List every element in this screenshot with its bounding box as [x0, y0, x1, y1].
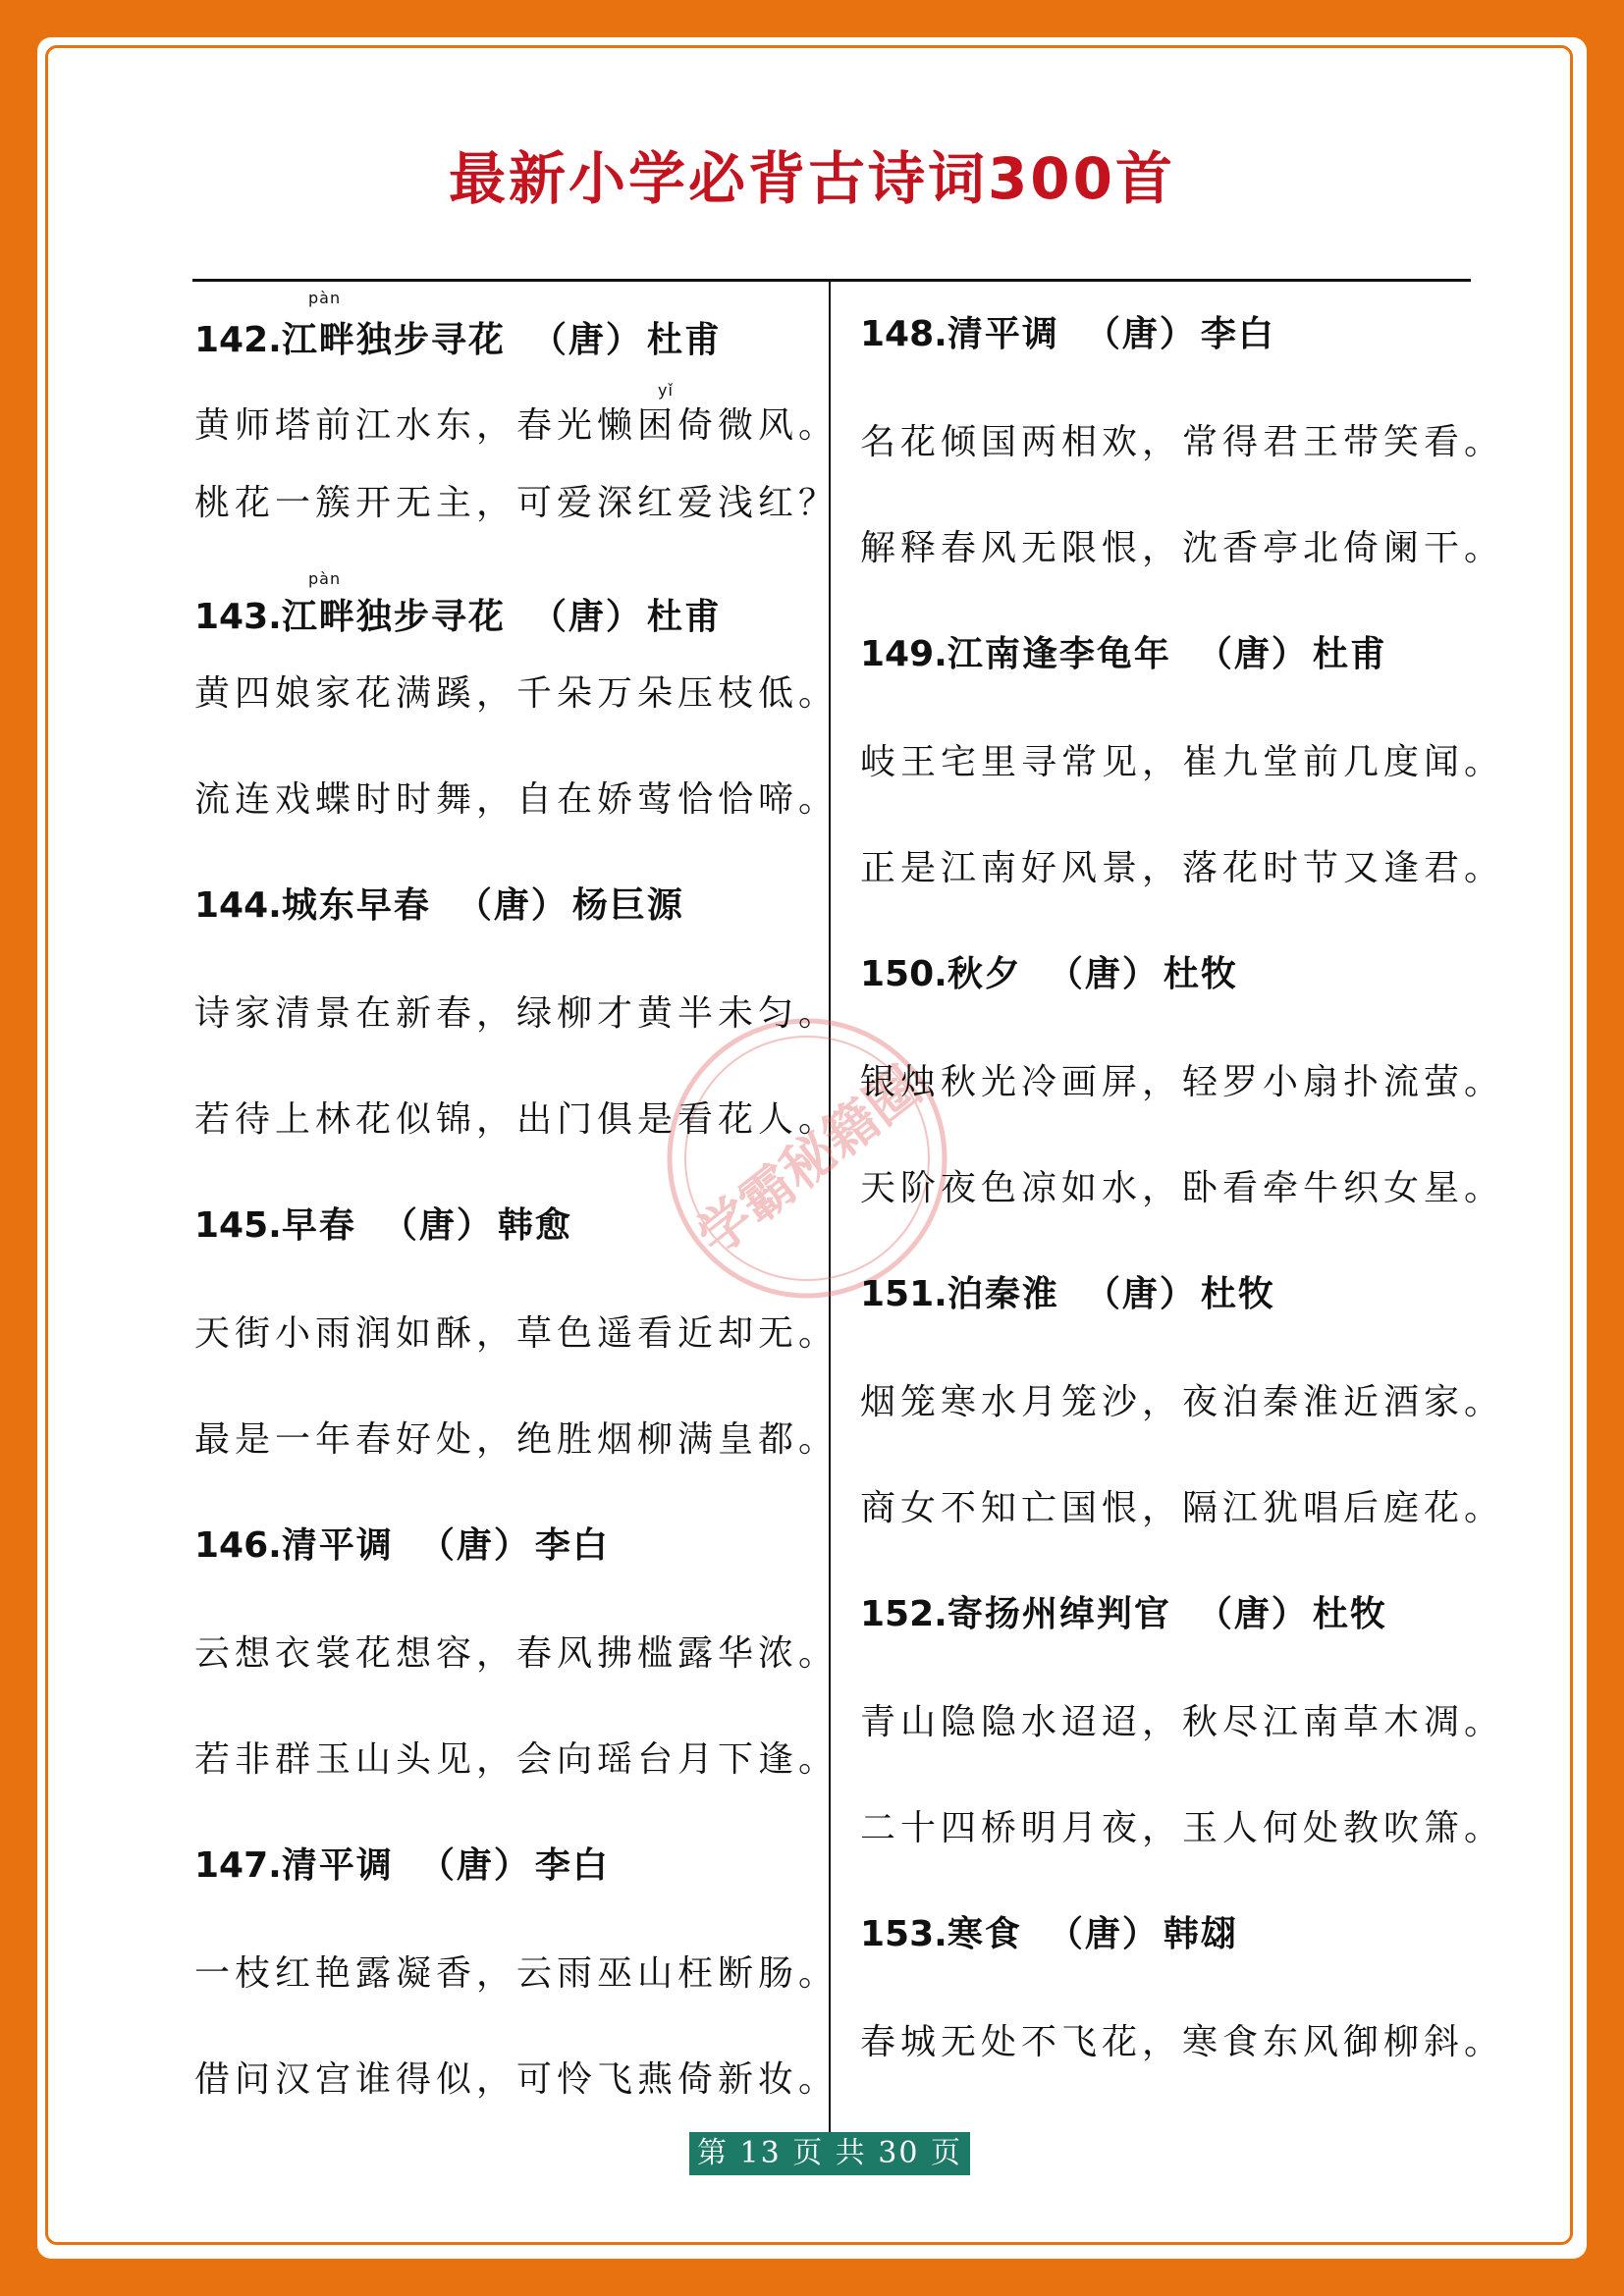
poem-heading: 152.寄扬州绰判官 （唐） 杜牧 — [860, 1594, 1387, 1634]
poem-line: 黄师塔前江水东，春光懒困倚微风。 — [194, 405, 839, 446]
poem-heading: 148.清平调 （唐） 李白 — [860, 314, 1275, 354]
ruby-pan-142: pàn — [308, 289, 342, 307]
poem-heading: 143.江畔独步寻花 （唐） 杜甫 — [194, 597, 722, 637]
poem-heading: 145.早春 （唐） 韩愈 — [194, 1205, 572, 1246]
poem-line: 天街小雨润如酥，草色遥看近却无。 — [194, 1313, 839, 1354]
poem-line: 银烛秋光冷画屏，轻罗小扇扑流萤。 — [860, 1062, 1505, 1102]
poem-line: 二十四桥明月夜，玉人何处教吹箫。 — [860, 1808, 1505, 1848]
poem-heading: 142.江畔独步寻花 （唐） 杜甫 — [194, 320, 722, 360]
poem-heading: 149.江南逢李龟年 （唐） 杜甫 — [860, 634, 1387, 674]
title-divider — [192, 279, 1471, 282]
poem-line: 商女不知亡国恨，隔江犹唱后庭花。 — [860, 1488, 1505, 1528]
poem-line: 烟笼寒水月笼沙，夜泊秦淮近酒家。 — [860, 1382, 1505, 1422]
poem-line: 黄四娘家花满蹊，千朵万朵压枝低。 — [194, 673, 839, 714]
poem-heading: 153.寒食 （唐） 韩翃 — [860, 1914, 1238, 1954]
ruby-pan-143: pàn — [308, 569, 342, 588]
poem-heading: 151.泊秦淮 （唐） 杜牧 — [860, 1274, 1275, 1314]
poem-line: 正是江南好风景，落花时节又逢君。 — [860, 848, 1505, 888]
poem-line: 借问汉宫谁得似，可怜飞燕倚新妆。 — [194, 2059, 839, 2100]
poem-heading: 144.城东早春 （唐） 杨巨源 — [194, 885, 684, 926]
poem-line: 岐王宅里寻常见，崔九堂前几度闻。 — [860, 742, 1505, 782]
poem-heading: 146.清平调 （唐） 李白 — [194, 1525, 610, 1566]
page-number: 第 13 页 共 30 页 — [689, 2132, 970, 2175]
poem-line: 解释春风无限恨，沈香亭北倚阑干。 — [860, 528, 1505, 568]
poem-line: 青山隐隐水迢迢，秋尽江南草木凋。 — [860, 1702, 1505, 1742]
poem-heading: 150.秋夕 （唐） 杜牧 — [860, 954, 1238, 994]
poem-line: 一枝红艳露凝香，云雨巫山枉断肠。 — [194, 1953, 839, 1994]
poem-line: 最是一年春好处，绝胜烟柳满皇都。 — [194, 1419, 839, 1460]
poem-line: 春城无处不飞花，寒食东风御柳斜。 — [860, 2022, 1505, 2062]
poem-line: 名花倾国两相欢，常得君王带笑看。 — [860, 422, 1505, 462]
poem-line: 云想衣裳花想容，春风拂槛露华浓。 — [194, 1633, 839, 1674]
poem-heading: 147.清平调 （唐） 李白 — [194, 1845, 610, 1886]
poem-line: 天阶夜色凉如水，卧看牵牛织女星。 — [860, 1168, 1505, 1208]
poem-line: 若非群玉山头见，会向瑶台月下逢。 — [194, 1739, 839, 1780]
poem-line: 流连戏蝶时时舞，自在娇莺恰恰啼。 — [194, 779, 839, 820]
poem-line: 若待上林花似锦，出门俱是看花人。 — [194, 1099, 839, 1140]
watermark-text: 学霸秘籍圈 — [685, 1054, 933, 1267]
poem-line: 诗家清景在新春，绿柳才黄半未匀。 — [194, 993, 839, 1034]
page-title: 最新小学必背古诗词300首 — [448, 145, 1176, 212]
poem-line: 桃花一簇开无主，可爱深红爱浅红？ — [194, 483, 839, 523]
ruby-yi-142: yǐ — [658, 381, 674, 400]
